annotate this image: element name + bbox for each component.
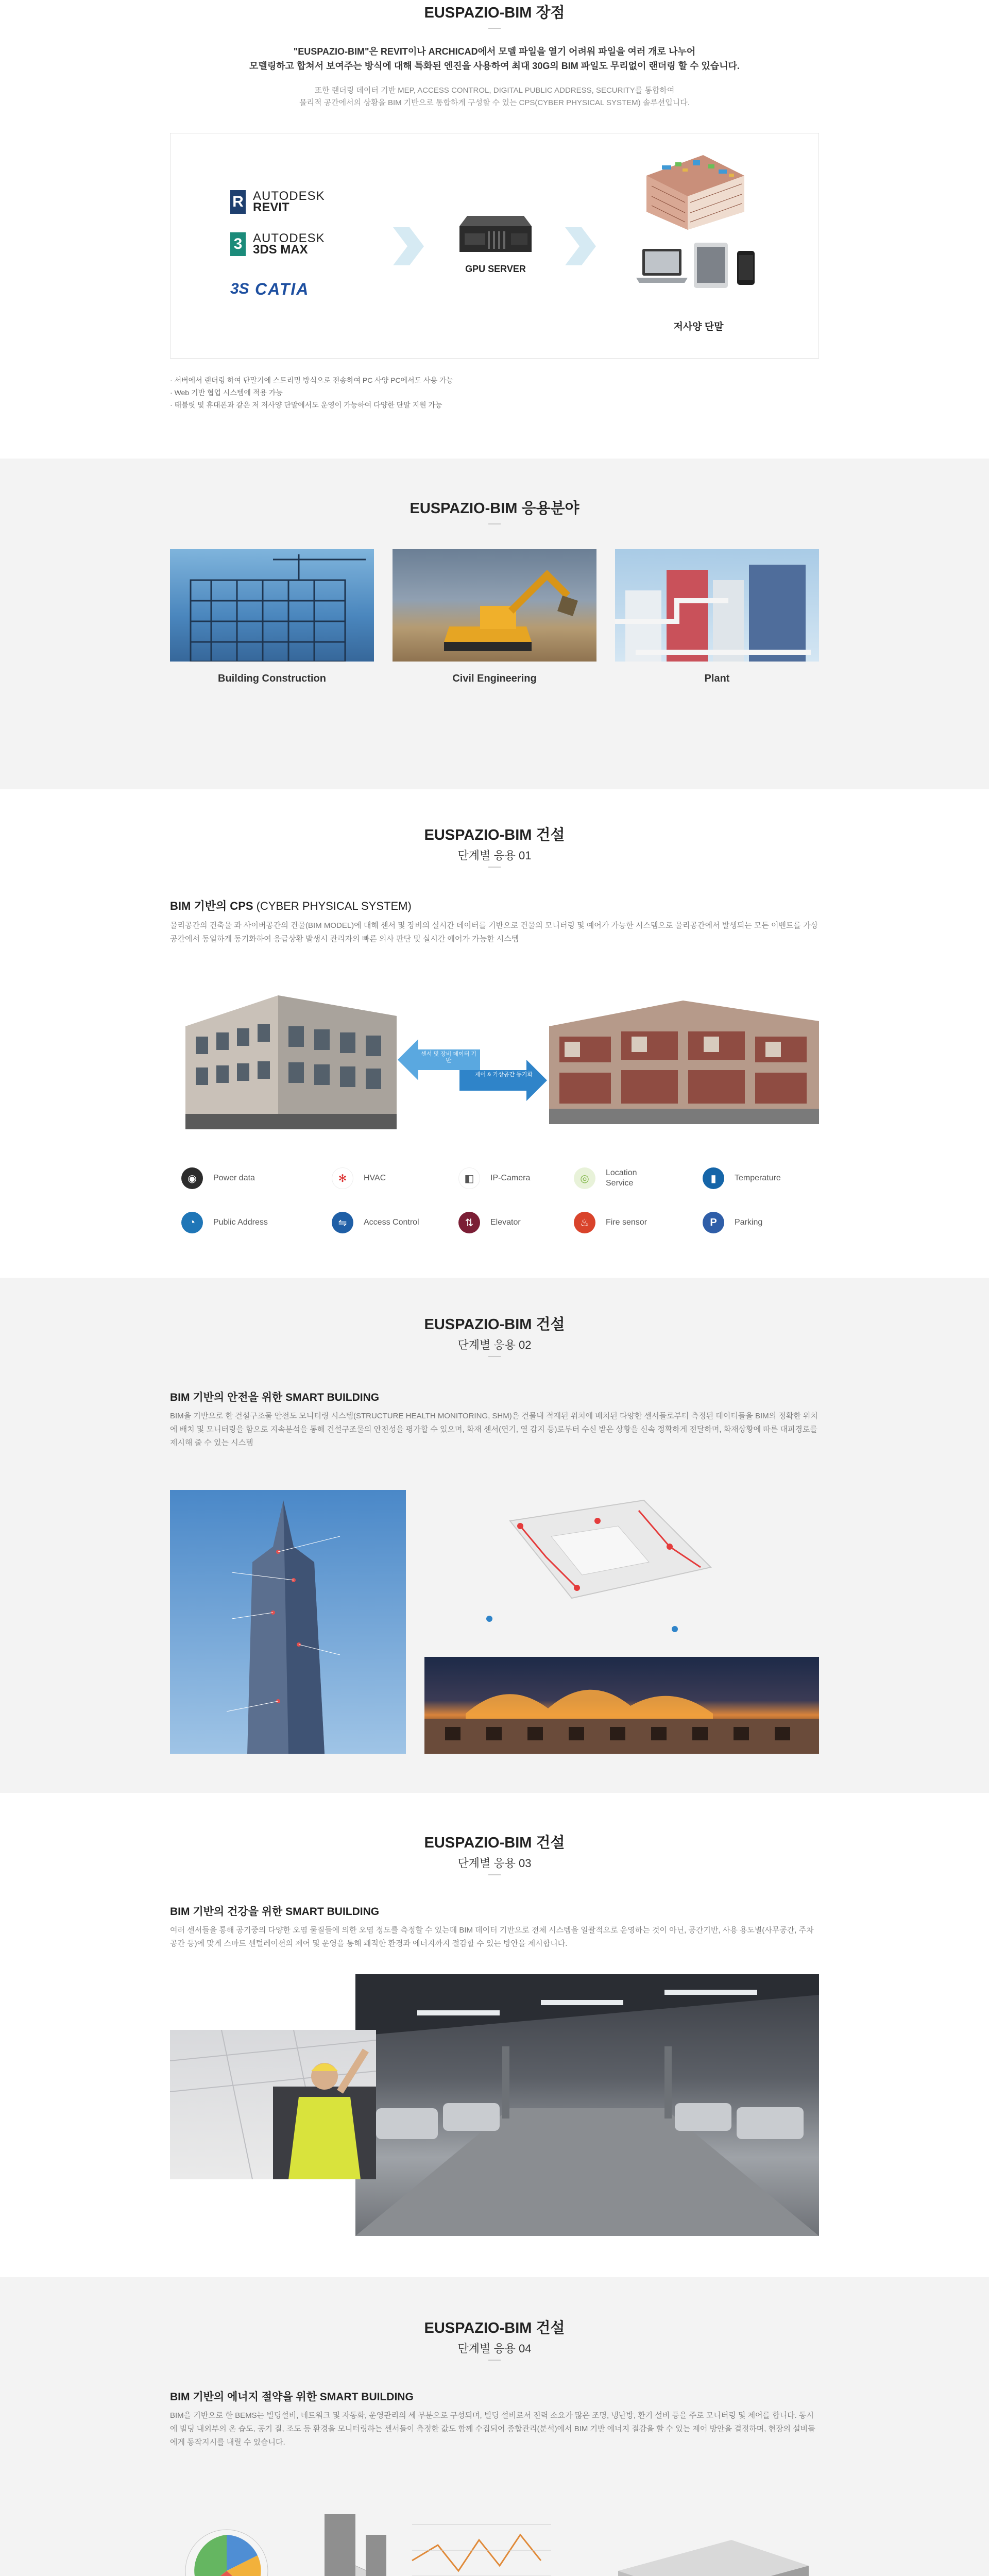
parking-item: P Parking: [703, 1212, 762, 1233]
title-divider: [488, 1356, 501, 1357]
catia-logo: [230, 280, 309, 299]
ip-camera-item: ◧ IP-Camera: [458, 1167, 530, 1189]
intro-lead-line1: "EUSPAZIO-BIM"은 REVIT이나 ARCHICAD에서 모델 파일을 열기 어려워 파일을 여러 개로 나누어: [293, 46, 696, 57]
architecture-diagram: [170, 133, 819, 359]
temperature-item: ▮ Temperature: [703, 1167, 781, 1189]
stage3-title: EUSPAZIO-BIM 건설: [424, 1835, 565, 1851]
application-label: Civil Engineering: [452, 673, 537, 684]
applications-section: [0, 459, 989, 789]
stage2-subtitle: 단계별 응용 02: [457, 1338, 532, 1351]
intro-section: [0, 0, 989, 459]
stage1-heading: BIM 기반의 CPS (CYBER PHYSICAL SYSTEM): [170, 900, 412, 912]
stage4-heading: BIM 기반의 에너지 절약을 위한 SMART BUILDING: [170, 2391, 414, 2403]
location-service-icon: ◎: [574, 1167, 595, 1189]
chevron-right-icon: [565, 227, 596, 265]
intro-title: EUSPAZIO-BIM 장점: [424, 5, 565, 21]
server-label: GPU SERVER: [465, 264, 526, 274]
stage2-heading: BIM 기반의 안전을 위한 SMART BUILDING: [170, 1392, 380, 1403]
3dsmax-vendor: AUTODESK: [253, 231, 325, 245]
application-label: Building Construction: [218, 673, 326, 684]
stage4-description: BIM을 기반으로 한 BEMS는 빌딩설비, 네트워크 및 자동화, 운영관리의 세 부분으로 구성되며, 빌딩 설비로서 전력 소요가 많은 조명, 냉난방, 환기 설비 등을 주로 모니터링 및 제어를 합니다. 동시에 빌딩 내외부의 온 습도, 공기 질, 조도 등 환경을 모니터링하는 센서들이 측정한 값도 함께 수집되어 종합관리(분석)에서 BIM 기반 에너지 절감을 할 수 있는 제어 방안을 결정하며, 현장의 설비들에게 동작지시를 내릴 수 있습니다.: [170, 2411, 815, 2447]
arrow-right-label: 제어 & 가상공간 동기화: [474, 1072, 533, 1078]
intro-sub: [0, 84, 989, 109]
physical-building: [185, 985, 397, 1129]
hvac-plant-model: [608, 2519, 814, 2576]
stage4-subtitle: 단계별 응용 04: [457, 2342, 532, 2355]
stage2-section: [0, 1278, 989, 1793]
skyscraper-sensor-image: [170, 1490, 406, 1754]
intro-sub-line1: 또한 랜더링 데이터 기반 MEP, ACCESS CONTROL, DIGITAL PUBLIC ADDRESS, SECURITY를 통합하여: [314, 86, 675, 95]
energy-analytics-graphic: [170, 2483, 592, 2576]
3dsmax-icon: 3: [230, 232, 246, 256]
stage4-title: EUSPAZIO-BIM 건설: [424, 2320, 565, 2336]
title-divider: [488, 2360, 501, 2361]
title-divider: [488, 1874, 501, 1875]
access-control-item: ⇋ Access Control: [332, 1212, 419, 1233]
power-data-icon: ◉: [181, 1167, 203, 1189]
bim-building-model: [626, 145, 755, 231]
gpu-server: [457, 211, 534, 275]
stage2-title: EUSPAZIO-BIM 건설: [424, 1316, 565, 1333]
arrow-left-label: 센서 및 장비 데이터 기반: [421, 1051, 476, 1064]
stage4-section: [0, 2277, 989, 2576]
stage1-subtitle: 단계별 응용 01: [457, 849, 532, 862]
stage1-description: 물리공간의 건축물 과 사이버공간의 건물(BIM MODEL)에 대해 센서 및 장비의 실시간 데이터를 기반으로 건물의 모니터링 및 예어가 가능한 시스템으로 물리공간에서 발생되는 모든 이벤트를 가상 공간에서 동일하게 동기화하여 응급상황 발생시 관리자의 빠른 의사 판단 및 실시간 예어가 가능한 시스템: [170, 921, 819, 943]
civil-engineering-image: [393, 549, 596, 662]
ip-camera-icon: ◧: [458, 1167, 480, 1189]
worker-inspection-image: [170, 2030, 376, 2179]
laptop-icon: [636, 248, 688, 284]
title-divider: [488, 867, 501, 868]
title-divider: [488, 28, 501, 29]
title-divider: [488, 523, 501, 524]
intro-sub-line2: 물리적 공간에서의 상황을 BIM 기반으로 통합하게 구성할 수 있는 CPS(CYBER PHYSICAL SYSTEM) 솔루션입니다.: [299, 98, 690, 107]
list-item: · 태블릿 및 휴대폰과 같은 저 저사양 단말에서도 운영이 가능하여 다양한 단말 지원 가능: [170, 401, 442, 409]
parking-garage-image: [355, 1974, 819, 2236]
public-address-icon: ◔: [181, 1212, 203, 1233]
access-control-icon: ⇋: [332, 1212, 353, 1233]
bim-cutaway-building: [549, 995, 819, 1124]
hvac-item: ✻ HVAC: [332, 1167, 386, 1189]
intro-bullets: [170, 374, 819, 411]
stage3-section: [0, 1793, 989, 2277]
revit-vendor: AUTODESK: [253, 189, 325, 203]
stage3-heading: BIM 기반의 건강을 위한 SMART BUILDING: [170, 1906, 380, 1918]
stage1-section: [0, 789, 989, 1278]
revit-icon: R: [230, 190, 246, 214]
floorplan-evacuation-map: [443, 1490, 731, 1665]
cps-diagram: [170, 980, 819, 1129]
elevator-item: ⇅ Elevator: [458, 1212, 521, 1233]
fire-sensor-icon: ♨: [574, 1212, 595, 1233]
list-item: · Web 기반 협업 시스템에 적용 가능: [170, 388, 283, 397]
phone-icon: [737, 251, 755, 285]
revit-product: REVIT: [253, 200, 289, 214]
stage1-title: EUSPAZIO-BIM 건설: [424, 827, 565, 843]
fire-sensor-item: ♨ Fire sensor: [574, 1212, 647, 1233]
stage2-description: BIM을 기반으로 한 건설구조물 안전도 모니터링 시스템(STRUCTURE HEALTH MONITORING, SHM)은 건물내 적재된 위치에 배치된 다양한 센서들로부터 측정된 데이터들을 BIM의 정확한 위치에 배치 및 모니터링을 함으로 지속분석을 통해 건설구조물의 안전성을 평가할 수 있으며, 화재 센서(연기, 열 감지 등)로부터 수신 받은 상황을 신속 정확하게 전달하며, 화재상황에 따른 대피경로를 제시해 줄 수 있는 시스템: [170, 1412, 818, 1447]
power-data-item: ◉ Power data: [181, 1167, 255, 1189]
3dsmax-logo: [230, 232, 325, 256]
catia-icon: 3S: [230, 280, 249, 297]
catia-product: CATIA: [255, 280, 310, 298]
location-service-item: ◎ Location Service: [574, 1167, 647, 1189]
chevron-right-icon: [393, 227, 424, 265]
application-label: Plant: [704, 673, 730, 684]
public-address-item: ◔ Public Address: [181, 1212, 268, 1233]
revit-logo: [230, 190, 325, 214]
intro-lead: [0, 44, 989, 73]
stage3-description: 여러 센서들을 통해 공기중의 다양한 오염 물질들에 의한 오염 정도를 측정할 수 있는데 BIM 데이터 기반으로 전체 시스템을 일괄적으로 운영하는 것이 아닌, 공간기반, 사용 용도별(사무공간, 주차공간 등)에 맞게 스마트 센털레이션의 제어 및 운영을 통해 쾌적한 환경과 에너지까지 절감할 수 있는 방안을 제시합니다.: [170, 1926, 814, 1948]
hvac-icon: ✻: [332, 1167, 353, 1189]
tablet-icon: [694, 243, 728, 288]
temperature-icon: ▮: [703, 1167, 724, 1189]
terminal-label: 저사양 단말: [673, 321, 724, 332]
building-construction-image: [170, 549, 374, 662]
applications-title: EUSPAZIO-BIM 응용분야: [410, 500, 579, 517]
building-fire-image: [424, 1657, 819, 1754]
stage3-subtitle: 단계별 응용 03: [457, 1857, 532, 1870]
server-icon: [457, 211, 534, 256]
sync-arrows: [398, 1037, 547, 1104]
parking-icon: P: [703, 1212, 724, 1233]
3dsmax-product: 3DS MAX: [253, 243, 308, 257]
elevator-icon: ⇅: [458, 1212, 480, 1233]
list-item: · 서버에서 랜더링 하여 단말기에 스트리밍 방식으로 전송하여 PC 사양 PC에서도 사용 가능: [170, 376, 454, 384]
plant-image: [615, 549, 819, 662]
intro-lead-line2: 모델링하고 합쳐서 보여주는 방식에 대해 특화된 엔진을 사용하여 최대 30G의 BIM 파일도 무리없이 랜더링 할 수 있습니다.: [249, 61, 740, 71]
